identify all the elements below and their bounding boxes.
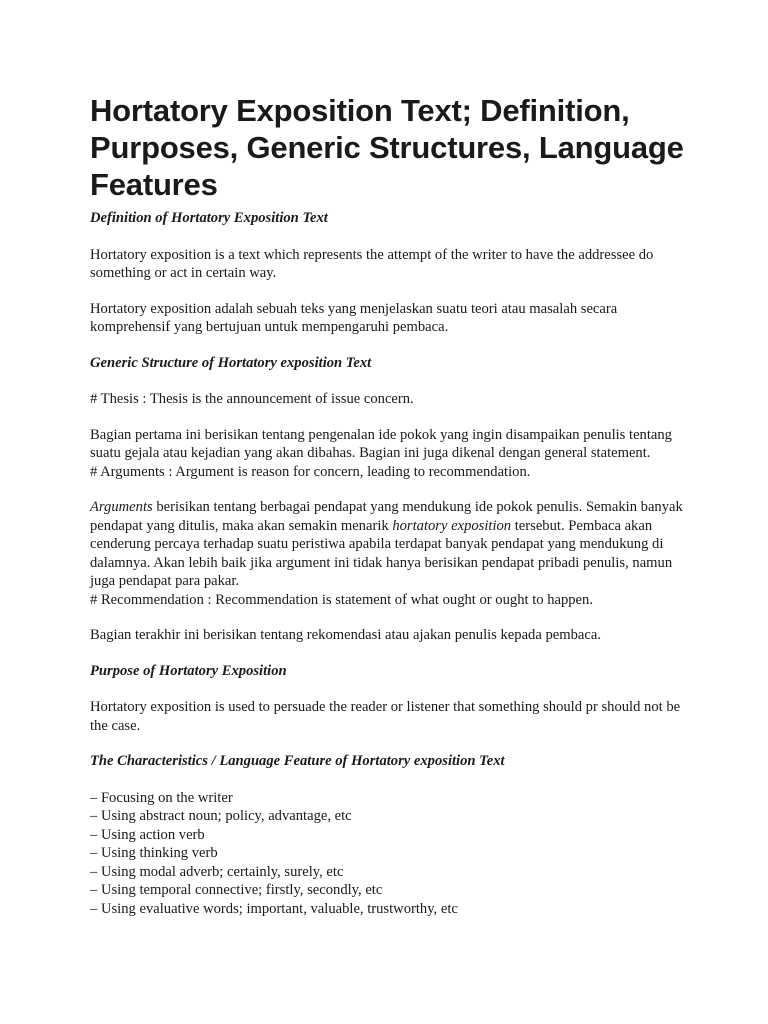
definition-heading: Definition of Hortatory Exposition Text (90, 210, 328, 226)
definition-paragraph-en: Hortatory exposition is a text which represents the attempt of the writer to have the addressee do something or act in certain way. (90, 246, 654, 281)
definition-paragraph-id: Hortatory exposition adalah sebuah teks yang menjelaskan suatu teori atau masalah secara komprehensif yang bertujuan untuk mempengaruhi pembaca. (90, 300, 618, 335)
list-item: – Using action verb (90, 826, 205, 843)
arguments-italic-term: Arguments (90, 499, 153, 515)
list-item: – Using thinking verb (90, 845, 218, 861)
arguments-text-part1: berisikan tentang berbagai pendapat yang mendukung ide pokok penulis. Semakin banyak pendapat yang ditulis, maka akan semakin menarik (90, 499, 683, 534)
features-heading: The Characteristics / Language Feature of Hortatory exposition Text (90, 753, 505, 769)
list-item: – Using abstract noun; policy, advantage, etc (90, 808, 352, 824)
hortatory-italic-term: hortatory exposition (392, 517, 512, 534)
thesis-line: # Thesis : Thesis is the announcement of issue concern. (90, 391, 414, 407)
list-item: – Using evaluative words; important, valuable, trustworthy, etc (90, 900, 458, 917)
thesis-description: Bagian pertama ini berisikan tentang pengenalan ide pokok yang ingin disampaikan penulis tentang suatu gejala atau kejadian yang akan dibahas. Bagian ini juga dikenal dengan general statement. (90, 426, 672, 461)
arguments-line: # Arguments : Argument is reason for concern, leading to recommendation. (90, 463, 531, 480)
structure-heading: Generic Structure of Hortatory exposition Text (90, 354, 372, 371)
arguments-text-part2: tersebut. Pembaca akan cenderung percaya terhadap suatu peristiwa apabila terdapat banyak pendapat yang mendukung di dalamnya. Akan lebih baik jika argument ini tidak hanya berisikan pendapat pribadi penulis, namun juga pendapat para pakar. (90, 517, 673, 589)
features-list (90, 789, 690, 919)
list-item: – Focusing on the writer (90, 789, 233, 806)
arguments-description (90, 498, 690, 591)
list-item: – Using modal adverb; certainly, surely, etc (90, 863, 344, 880)
document-page (90, 92, 690, 918)
recommendation-description: Bagian terakhir ini berisikan tentang rekomendasi atau ajakan penulis kepada pembaca. (90, 627, 601, 643)
list-item: – Using temporal connective; firstly, secondly, etc (90, 882, 383, 898)
purpose-heading: Purpose of Hortatory Exposition (90, 662, 287, 679)
purpose-paragraph: Hortatory exposition is used to persuade the reader or listener that something should pr should not be the case. (90, 699, 681, 734)
recommendation-line: # Recommendation : Recommendation is statement of what ought or ought to happen. (90, 591, 593, 608)
page-title: Hortatory Exposition Text; Definition, Purposes, Generic Structures, Language Features (90, 93, 684, 202)
